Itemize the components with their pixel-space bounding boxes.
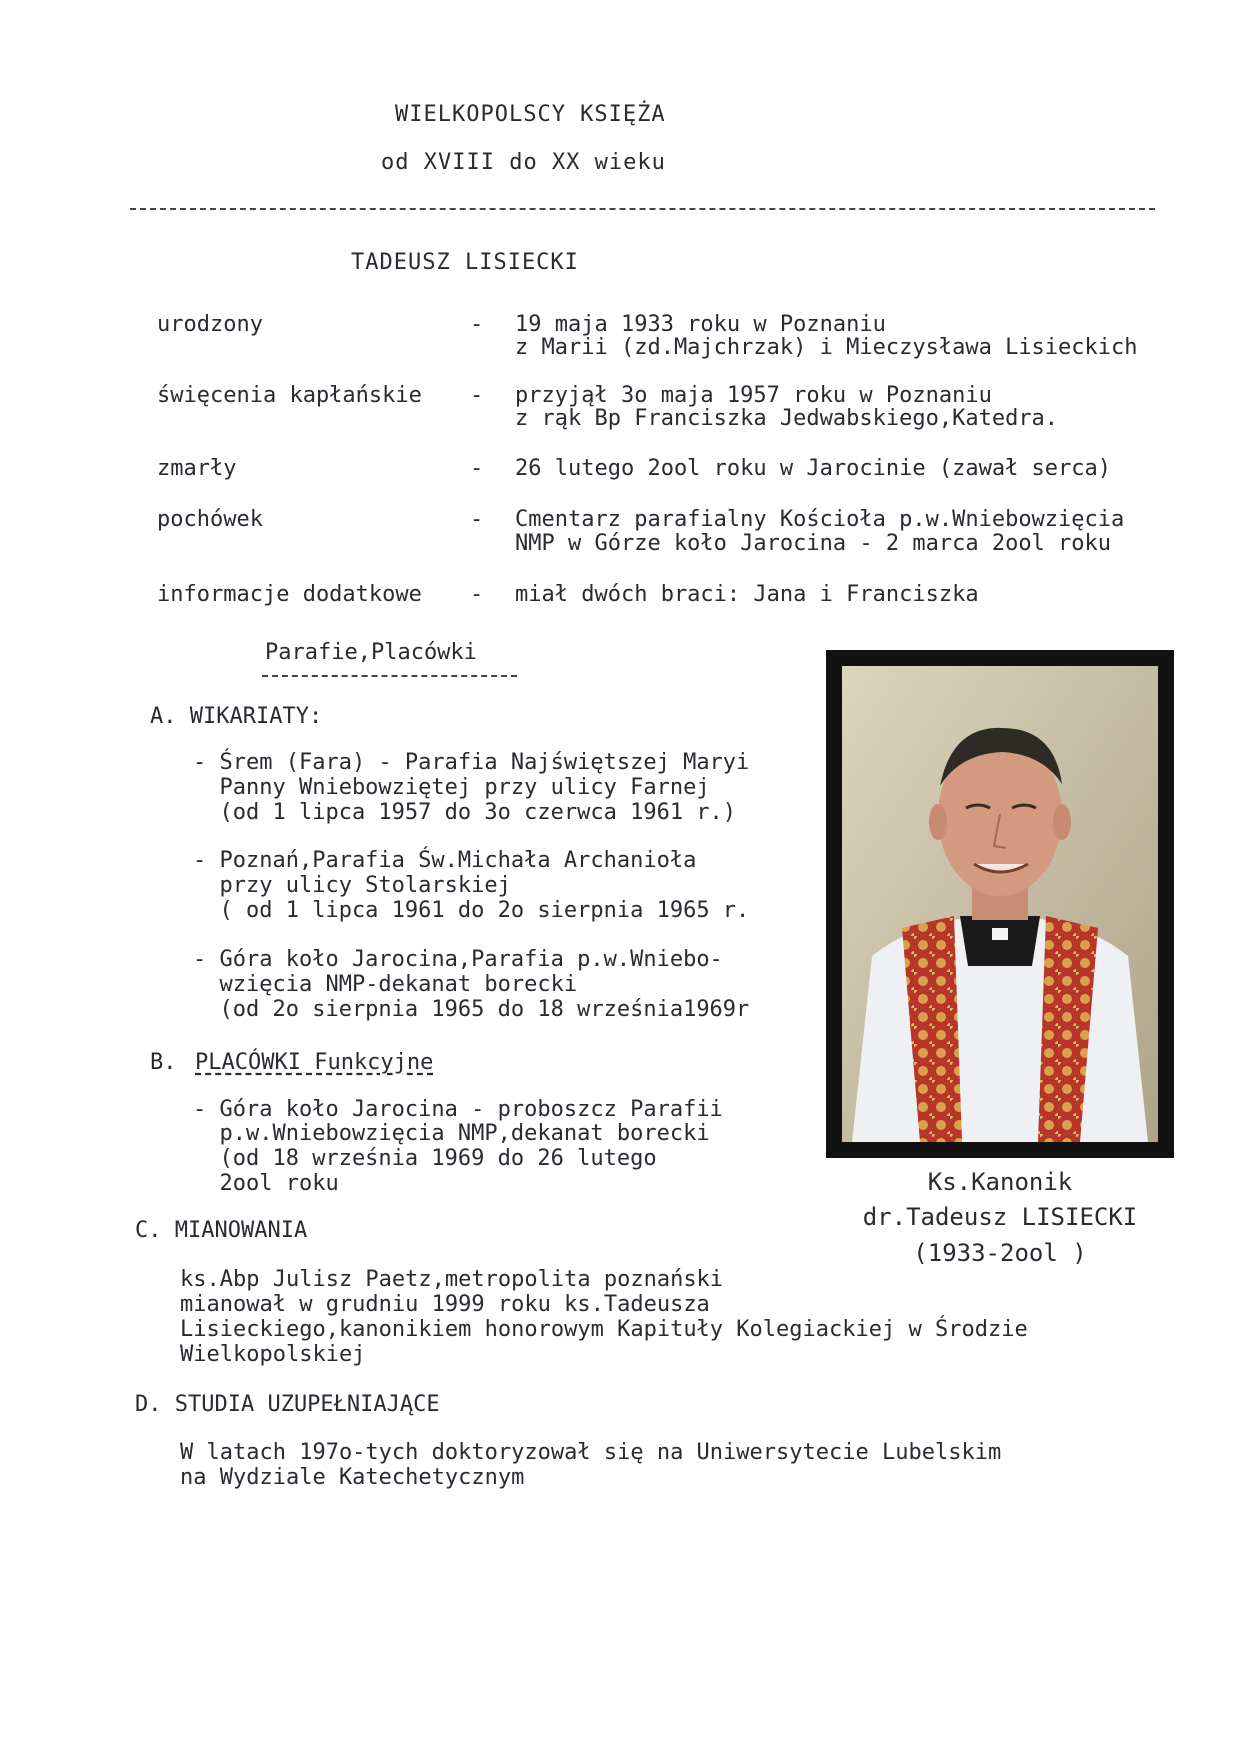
bio-value-line: NMP w Górze koło Jarocina - 2 marca 2ool roku	[515, 531, 1112, 556]
parishes-heading: Parafie,Placówki	[265, 640, 477, 665]
list-item-line: - Góra koło Jarocina - proboszcz Parafii	[193, 1097, 723, 1122]
bio-value-line: miał dwóch braci: Jana i Franciszka	[515, 582, 979, 607]
section-c-title: C. MIANOWANIA	[135, 1218, 308, 1243]
bio-label: zmarły	[157, 456, 237, 481]
body-line: Lisieckiego,kanonikiem honorowym Kapituły Kolegiackiej w Środzie	[180, 1317, 1028, 1342]
bio-dash: -	[470, 582, 484, 607]
priest-portrait-drawing	[842, 666, 1158, 1142]
list-item-line: - Góra koło Jarocina,Parafia p.w.Wniebo-	[193, 947, 723, 972]
body-line: na Wydziale Katechetycznym	[180, 1465, 525, 1490]
list-item-line: (od 1 lipca 1957 do 3o czerwca 1961 r.)	[193, 800, 737, 825]
section-a-title: A. WIKARIATY:	[150, 704, 323, 729]
bio-value-line: z rąk Bp Franciszka Jedwabskiego,Katedra.	[515, 406, 1059, 431]
bio-value-line: z Marii (zd.Majchrzak) i Mieczysława Lisieckich	[515, 335, 1138, 360]
bio-dash: -	[470, 383, 484, 408]
bio-dash: -	[470, 312, 484, 337]
person-name: TADEUSZ LISIECKI	[351, 250, 579, 275]
bio-value-line: przyjął 3o maja 1957 roku w Poznaniu	[515, 383, 992, 408]
list-item-line: ( od 1 lipca 1961 do 2o sierpnia 1965 r.	[193, 898, 750, 923]
bio-dash: -	[470, 456, 484, 481]
bio-value-line: 26 lutego 2ool roku w Jarocinie (zawał serca)	[515, 456, 1112, 481]
bio-dash: -	[470, 507, 484, 532]
list-item-line: 2ool roku	[193, 1171, 339, 1196]
portrait-image	[842, 666, 1158, 1142]
list-item-line: (od 18 września 1969 do 26 lutego	[193, 1146, 657, 1171]
photo-caption-line1: Ks.Kanonik	[927, 1168, 1073, 1196]
list-item-line: (od 2o sierpnia 1965 do 18 września1969r	[193, 997, 750, 1022]
list-item-line: - Poznań,Parafia Św.Michała Archanioła	[193, 848, 697, 873]
section-b-title: PLACÓWKI Funkcyjne	[195, 1050, 434, 1075]
list-item-line: wzięcia NMP-dekanat borecki	[193, 972, 578, 997]
collection-title: WIELKOPOLSCY KSIĘŻA	[395, 102, 666, 127]
bio-label: pochówek	[157, 507, 263, 532]
bio-value-line: 19 maja 1933 roku w Poznaniu	[515, 312, 886, 337]
list-item-line: przy ulicy Stolarskiej	[193, 873, 511, 898]
bio-label: urodzony	[157, 312, 263, 337]
collection-subtitle: od XVIII do XX wieku	[381, 150, 666, 175]
body-line: ks.Abp Julisz Paetz,metropolita poznański	[180, 1267, 724, 1292]
bio-value-line: Cmentarz parafialny Kościoła p.w.Wniebowzięcia	[515, 507, 1125, 532]
body-line: W latach 197o-tych doktoryzował się na Uniwersytecie Lubelskim	[180, 1440, 1002, 1465]
portrait-photo	[826, 650, 1174, 1158]
header-divider	[130, 208, 1155, 210]
list-item-line: Panny Wniebowziętej przy ulicy Farnej	[193, 775, 710, 800]
photo-caption-line2: dr.Tadeusz LISIECKI	[862, 1203, 1138, 1231]
list-item-line: p.w.Wniebowzięcia NMP,dekanat borecki	[193, 1121, 710, 1146]
parishes-underline	[262, 675, 517, 677]
bio-label: święcenia kapłańskie	[157, 383, 422, 408]
body-line: Wielkopolskiej	[180, 1342, 366, 1367]
bio-label: informacje dodatkowe	[157, 582, 422, 607]
section-d-title: D. STUDIA UZUPEŁNIAJĄCE	[135, 1392, 440, 1417]
list-item-line: - Śrem (Fara) - Parafia Najświętszej Maryi	[193, 750, 750, 775]
photo-caption-line3: (1933-2ool )	[913, 1239, 1087, 1267]
section-b-prefix: B.	[150, 1050, 177, 1075]
body-line: mianował w grudniu 1999 roku ks.Tadeusza	[180, 1292, 710, 1317]
